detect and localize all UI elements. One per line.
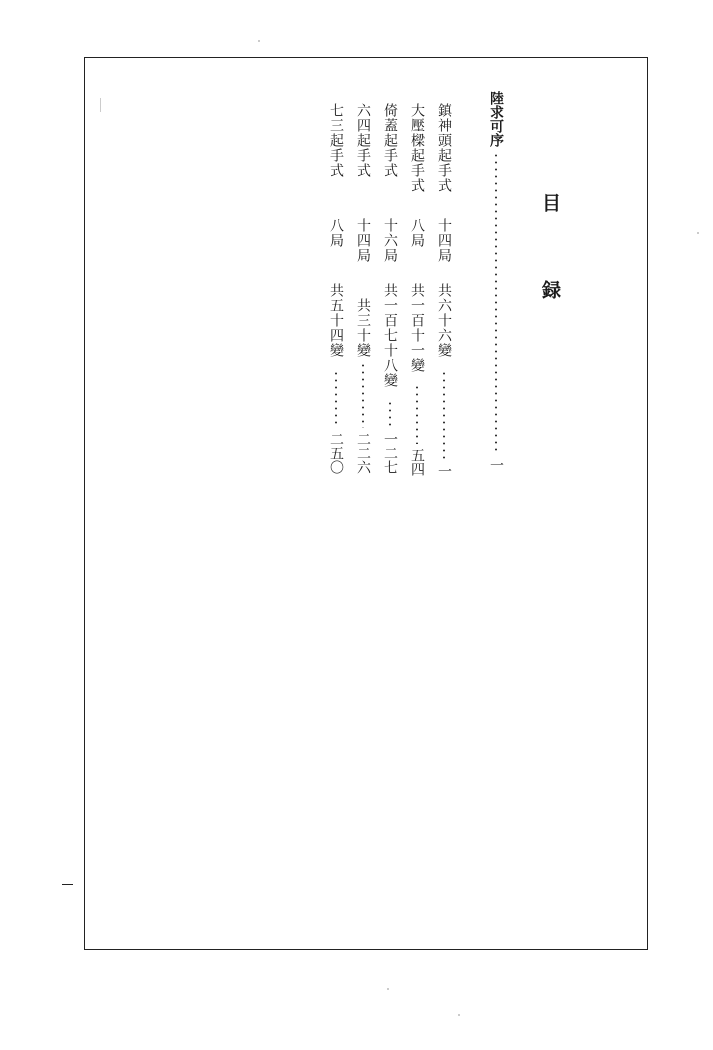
entry-2-name: 大壓樑起手式	[409, 103, 425, 193]
toc-title: 目 録	[539, 193, 561, 322]
preface-label: 陸求可序	[488, 91, 504, 147]
scan-mark	[100, 98, 101, 112]
scan-speck	[458, 1014, 460, 1016]
entry-5-bian: 共五十四變	[328, 283, 344, 358]
entry-5-page: 二五〇	[328, 432, 344, 474]
entry-1-bian: 共六十六變	[436, 283, 452, 358]
entry-3-bian: 共一百七十八變	[382, 283, 398, 388]
page-edge-mark	[62, 884, 73, 885]
entry-3-page: 一二七	[382, 432, 398, 474]
entry-3-leader	[389, 400, 391, 428]
entry-3-ju: 十六局	[382, 218, 398, 263]
entry-4-ju: 十四局	[355, 218, 371, 263]
entry-2-bian: 共一百十一變	[409, 283, 425, 373]
scan-speck	[697, 232, 699, 234]
entry-1-name: 鎮神頭起手式	[436, 103, 452, 193]
entry-1-ju: 十四局	[436, 218, 452, 263]
entry-3-name: 倚蓋起手式	[382, 103, 398, 178]
entry-4-page: 二二六	[355, 432, 371, 474]
preface-page: 一	[488, 458, 504, 472]
page-frame	[84, 57, 648, 950]
scan-speck	[387, 988, 389, 990]
entry-1-leader	[443, 370, 445, 460]
preface-leader	[495, 152, 497, 452]
entry-2-leader	[416, 384, 418, 444]
entry-5-leader	[335, 370, 337, 428]
scan-speck	[258, 40, 260, 42]
entry-2-ju: 八局	[409, 218, 425, 248]
entry-5-name: 七三起手式	[328, 103, 344, 178]
entry-1-page: 一	[436, 464, 452, 478]
entry-5-ju: 八局	[328, 218, 344, 248]
entry-4-bian: 共三十變	[355, 298, 371, 358]
entry-4-leader	[362, 362, 364, 428]
entry-2-page: 五四	[409, 448, 425, 476]
entry-4-name: 六四起手式	[355, 103, 371, 178]
